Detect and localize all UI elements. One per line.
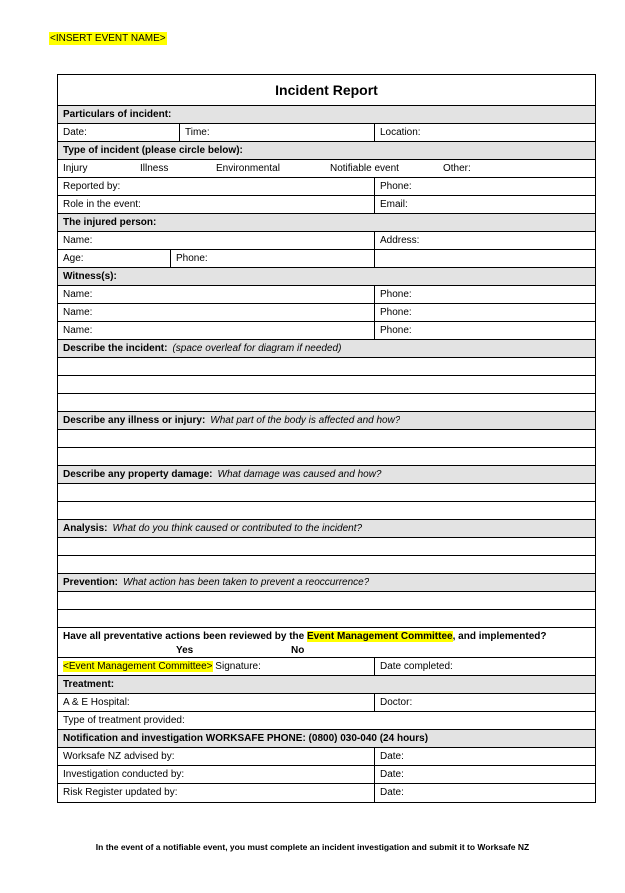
witness-row [58,322,595,340]
section-header-treatment: Treatment: [58,676,595,694]
section-header-property-damage: Describe any property damage: What damage was caused and how? [58,466,595,484]
date-field[interactable]: Date: [63,127,87,138]
investigation-conducted-field[interactable]: Investigation conducted by: [63,769,185,780]
date-completed-field[interactable]: Date completed: [374,658,595,675]
reported-by-row [58,178,595,196]
damage-description-line[interactable] [58,502,595,520]
doctor-field[interactable]: Doctor: [374,694,595,711]
witness-row [58,304,595,322]
notification-row [58,748,595,766]
witness-row [58,286,595,304]
review-no-option[interactable]: No [291,645,305,656]
option-illness[interactable]: Illness [140,163,169,174]
illness-description-line[interactable] [58,448,595,466]
section-header-describe-incident: Describe the incident: (space overleaf for diagram if needed) [58,340,595,358]
section-header-witnesses: Witness(s): [58,268,595,286]
analysis-line[interactable] [58,538,595,556]
injured-name-row [58,232,595,250]
incident-description-line[interactable] [58,376,595,394]
notification-row [58,784,595,802]
location-field[interactable]: Location: [374,124,595,141]
treatment-type-field[interactable]: Type of treatment provided: [63,715,185,726]
injured-address-continued[interactable] [374,250,595,267]
option-environmental[interactable]: Environmental [216,163,280,174]
injured-name-field[interactable]: Name: [63,235,93,246]
illness-description-line[interactable] [58,430,595,448]
section-header-notification: Notification and investigation WORKSAFE PHONE: (0800) 030-040 (24 hours) [58,730,595,748]
role-row [58,196,595,214]
risk-register-date-field[interactable]: Date: [374,784,595,802]
incident-report-form [57,74,596,803]
damage-description-line[interactable] [58,484,595,502]
witness-phone-field[interactable]: Phone: [374,286,595,303]
treatment-type-row [58,712,595,730]
analysis-line[interactable] [58,556,595,574]
notification-row [58,766,595,784]
investigation-date-field[interactable]: Date: [374,766,595,783]
section-header-prevention: Prevention: What action has been taken to prevent a reoccurrence? [58,574,595,592]
witness-name-field[interactable]: Name: [63,289,93,300]
worksafe-advised-date-field[interactable]: Date: [374,748,595,765]
worksafe-advised-field[interactable]: Worksafe NZ advised by: [63,751,175,762]
prevention-line[interactable] [58,592,595,610]
witness-phone-field[interactable]: Phone: [374,322,595,339]
footer-note: In the event of a notifiable event, you must complete an incident investigation and submit it to Worksafe NZ [95,842,530,852]
section-header-type: Type of incident (please circle below): [58,142,595,160]
time-field[interactable]: Time: [179,124,374,141]
incident-type-options [58,160,595,178]
witness-name-field[interactable]: Name: [63,307,93,318]
review-yes-option[interactable]: Yes [176,645,194,656]
injured-age-row [58,250,595,268]
particulars-row [58,124,595,142]
injured-phone-field[interactable]: Phone: [170,250,374,267]
review-question: Have all preventative actions been reviewed by the Event Management Committee, and implemented? Yes No [58,628,595,658]
witness-name-field[interactable]: Name: [63,325,93,336]
incident-description-line[interactable] [58,394,595,412]
role-field[interactable]: Role in the event: [63,199,141,210]
option-notifiable-event[interactable]: Notifiable event [330,163,399,174]
reported-by-field[interactable]: Reported by: [63,181,121,192]
reporter-phone-field[interactable]: Phone: [374,178,595,195]
prevention-line[interactable] [58,610,595,628]
section-header-particulars: Particulars of incident: [58,106,595,124]
option-other[interactable]: Other: [443,163,471,174]
option-injury[interactable]: Injury [63,163,88,174]
event-name-placeholder: <INSERT EVENT NAME> [50,33,166,44]
risk-register-field[interactable]: Risk Register updated by: [63,787,178,798]
section-header-illness: Describe any illness or injury: What part of the body is affected and how? [58,412,595,430]
email-field[interactable]: Email: [374,196,595,213]
injured-address-field[interactable]: Address: [374,232,595,249]
signature-field[interactable]: <Event Management Committee> Signature: [63,661,261,672]
injured-age-field[interactable]: Age: [63,253,84,264]
signature-row [58,658,595,676]
incident-description-line[interactable] [58,358,595,376]
form-title: Incident Report [58,75,595,106]
hospital-row [58,694,595,712]
hospital-field[interactable]: A & E Hospital: [63,697,130,708]
committee-highlight: Event Management Committee [307,631,453,642]
section-header-analysis: Analysis: What do you think caused or contributed to the incident? [58,520,595,538]
section-header-injured-person: The injured person: [58,214,595,232]
witness-phone-field[interactable]: Phone: [374,304,595,321]
